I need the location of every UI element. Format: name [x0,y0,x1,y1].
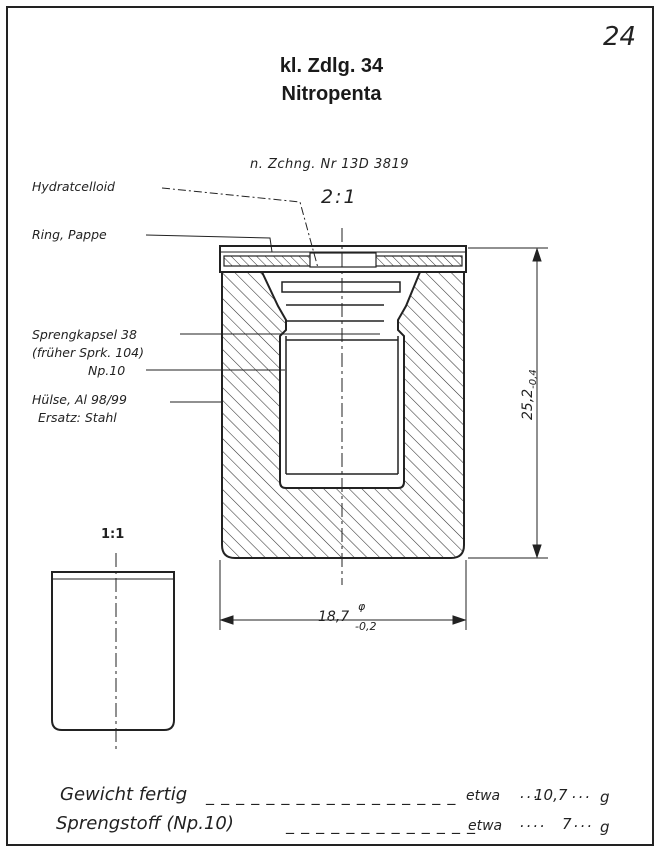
weight-label: Gewicht fertig [60,784,188,805]
explosive-label: Sprengstoff (Np.10) [56,813,234,834]
footer-row-weight [60,784,187,805]
weight-dashes: _ _ _ _ _ _ _ _ _ _ _ _ _ _ _ _ _ [206,786,457,805]
explosive-dots-left: .... [520,813,548,831]
weight-dots-left: ... [520,784,541,802]
width-dimension-label [318,609,349,625]
label-huelse-2: Ersatz: Stahl [38,410,117,425]
cap-layers [220,246,466,272]
explosive-unit: g [600,818,610,836]
title-line2: Nitropenta [281,83,382,105]
casing-section [222,272,464,558]
label-sprengkapsel-1: Sprengkapsel 38 [32,327,137,342]
explosive-approx: etwa [468,818,503,834]
height-value: 25,2 [520,388,536,420]
weight-value: 10,7 [534,786,568,804]
width-tolerance-upper: φ [358,600,366,613]
drawing-reference: n. Zchng. Nr 13D 3819 [250,157,410,172]
width-tolerance-lower: -0,2 [355,620,377,633]
explosive-value: 7 [562,815,572,833]
page-number: 24 [603,22,637,52]
weight-dots-right: ... [572,784,593,802]
width-value: 18,7 [318,609,350,625]
explosive-dots-right: ... [574,813,595,831]
weight-unit: g [600,788,610,806]
small-view [52,553,174,752]
height-dimension-label [520,369,539,420]
label-explosive: Np.10 [88,363,126,378]
label-ring: Ring, Pappe [32,227,107,242]
weight-approx: etwa [466,788,501,804]
explosive-dashes: _ _ _ _ _ _ _ _ _ _ _ _ _ [286,815,477,834]
scale-small: 1:1 [101,527,125,542]
height-tolerance: -0,4 [527,369,539,389]
title-line1: kl. Zdlg. 34 [279,55,384,77]
scale-main: 2:1 [321,186,358,208]
label-hydratcelloid: Hydratcelloid [32,179,115,194]
label-sprengkapsel-2: (früher Sprk. 104) [32,345,144,360]
footer-row-explosive [56,813,234,834]
label-huelse-1: Hülse, Al 98/99 [32,392,127,407]
